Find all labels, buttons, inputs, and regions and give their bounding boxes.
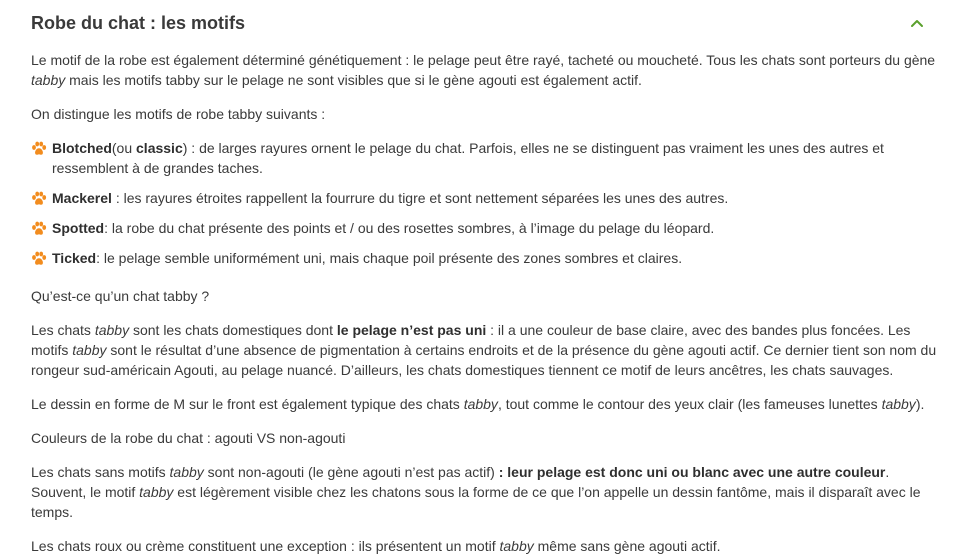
list-item: Spotted: la robe du chat présente des points et / ou des rosettes sombres, à l’image du pelage du léopard. (31, 218, 948, 238)
paw-icon (31, 221, 47, 237)
exception-paragraph: Les chats roux ou crème constituent une exception : ils présentent un motif tabby même sans gène agouti actif. (31, 538, 721, 554)
section-content (31, 50, 948, 556)
accordion-header[interactable] (31, 0, 948, 44)
non-agouti-paragraph: Les chats sans motifs tabby sont non-agouti (le gène agouti n’est pas actif) : leur pelage est donc uni ou blanc avec une autre couleur. Souvent, le motif tabby est légèrement visible chez les chatons sous la forme de ce que l’on appelle un dessin fantôme, mais il disparaît avec le temps. (31, 464, 921, 520)
section-title: Robe du chat : les motifs (31, 12, 246, 33)
distinguish-paragraph: On distingue les motifs de robe tabby suivants : (31, 106, 326, 122)
intro-paragraph: Le motif de la robe est également déterminé génétiquement : le pelage peut être rayé, tacheté ou moucheté. Tous les chats sont porteurs du gène tabby mais les motifs tabby sur le pelage ne sont visibles que si le gène agouti est également actif. (31, 52, 936, 88)
chevron-up-icon[interactable] (909, 17, 925, 29)
subheading-tabby: Qu’est-ce qu’un chat tabby ? (31, 288, 210, 304)
paw-icon (31, 141, 47, 157)
list-item: Blotched(ou classic) : de larges rayures ornent le pelage du chat. Parfois, elles ne se distinguent pas vraiment les unes des autres et ressemblent à de grandes taches. (31, 138, 948, 178)
list-item: Mackerel : les rayures étroites rappellent la fourrure du tigre et sont nettement séparées les unes des autres. (31, 188, 948, 208)
paw-icon (31, 191, 47, 207)
motif-list (31, 138, 948, 268)
tabby-paragraph: Les chats tabby sont les chats domestiques dont le pelage n’est pas uni : il a une couleur de base claire, avec des bandes plus foncées. Les motifs tabby sont le résultat d’une absence de pigmentation à certains endroits et de la présence du gène agouti actif. Ce dernier tient son nom du rongeur sud-américain Agouti, au pelage nuancé. D’ailleurs, les chats domestiques tiennent ce motif de leurs ancêtres, les chats sauvages. (31, 322, 937, 378)
subheading-colors: Couleurs de la robe du chat : agouti VS non-agouti (31, 430, 346, 446)
list-item: Ticked: le pelage semble uniformément uni, mais chaque poil présente des zones sombres et claires. (31, 248, 948, 268)
paw-icon (31, 251, 47, 267)
m-shape-paragraph: Le dessin en forme de M sur le front est également typique des chats tabby, tout comme le contour des yeux clair (les fameuses lunettes tabby). (31, 396, 925, 412)
